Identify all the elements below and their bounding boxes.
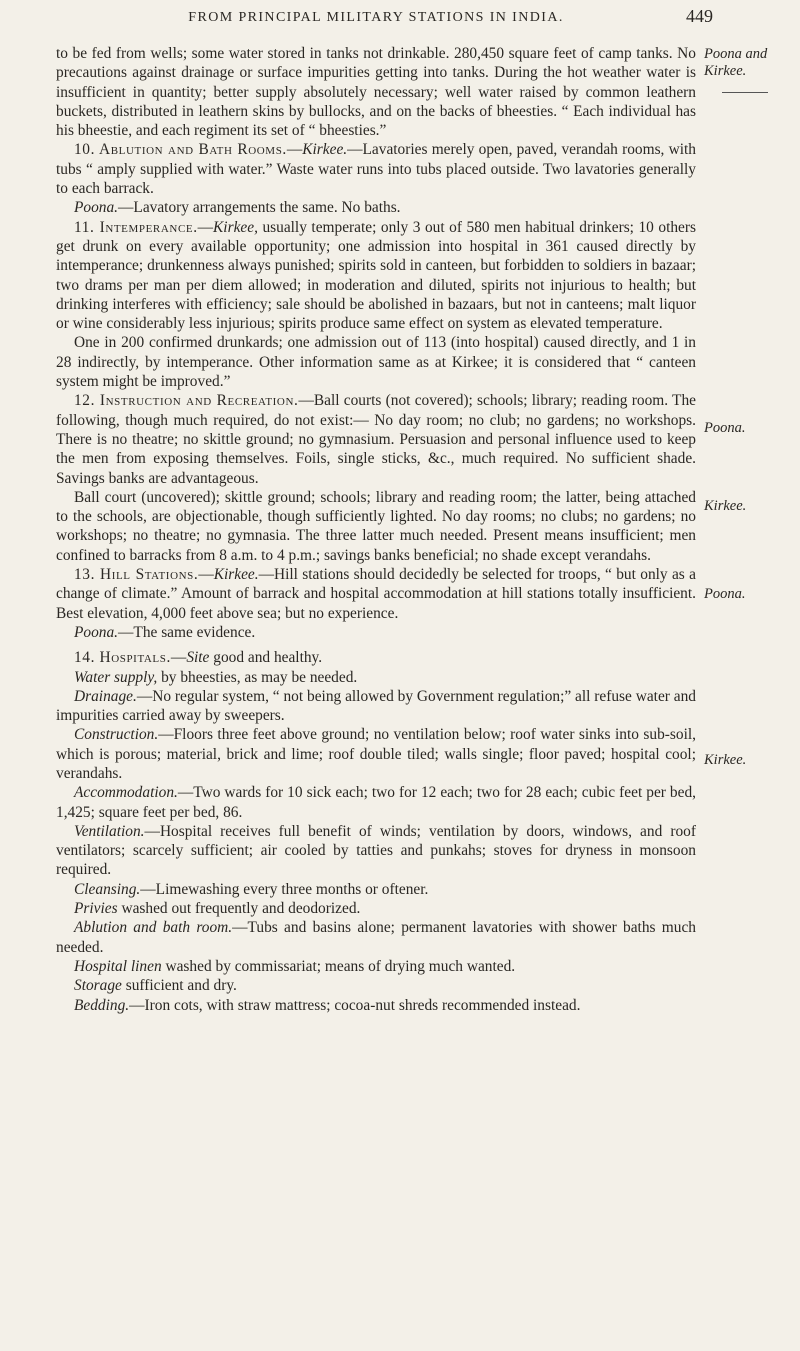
section-heading: 12. Instruction and Recreation. (74, 392, 299, 410)
margin-note-poona: Poona. (704, 420, 746, 436)
item-text: by bheesties, as may be needed. (157, 668, 358, 686)
item-text: sufficient and dry. (121, 977, 237, 995)
body-text (56, 44, 696, 1015)
hospital-ventilation (56, 822, 696, 880)
hospital-construction (56, 725, 696, 783)
item-label: Hospital linen (74, 957, 162, 975)
item-label: Ablution and bath room. (74, 919, 233, 937)
margin-note-kirkee: Kirkee. (704, 752, 747, 768)
hospital-bedding (56, 996, 696, 1015)
section-hospitals: 14. Hospitals.—Site good and healthy. (74, 649, 323, 667)
item-text: —Limewashing every three months or oftener. (140, 880, 429, 898)
section-heading: 13. Hill Stations. (74, 566, 199, 584)
hospital-ablution (56, 918, 696, 957)
hospital-cleansing (56, 880, 696, 899)
hospital-drainage (56, 687, 696, 726)
item-label: Bedding. (74, 996, 130, 1014)
margin-note-kirkee: Kirkee. (704, 498, 747, 514)
item-label: Site (186, 649, 210, 667)
item-label: Ventilation. (74, 822, 145, 840)
item-text: —Floors three feet above ground; no ventilation below; roof water sinks into sub-soil, which is porous; material, brick and lime; roof double tiled; walls single; floor paved; hospital cool; verandahs. (56, 726, 696, 782)
section-heading: 10. Ablution and Bath Rooms. (74, 141, 287, 159)
section-ablution-poona (56, 198, 696, 217)
margin-note-poona-and-kirkee: Poona and Kirkee. (704, 46, 768, 79)
section-ablution-kirkee: 10. Ablution and Bath Rooms.—Kirkee.—Lavatories merely open, paved, verandah rooms, with tubs “ amply supplied with water.” Waste water runs into tubs placed outside. Two lavatories generally to each barrack. (56, 141, 696, 198)
item-label: Storage (74, 977, 122, 995)
section-text: —Ball courts (not covered); schools; library; reading room. The following, though much required, do not exist:— No day room; no club; no gardens; no workshops. There is no theatre; no skittle ground; no gymnasium. Persuasion and personal influence used to keep the men from exposing themselves. Foils, single sticks, &c., much required. No sufficient shade. Savings banks are advantageous. (56, 392, 696, 487)
item-text: —Tubs and basins alone; permanent lavatories with shower baths much needed. (56, 919, 696, 956)
section-intemperance-kirkee: 11. Intemperance.—Kirkee, usually temperate; only 3 out of 580 men habitual drinkers; 10 others get drunk on every available opportunity; one admission into hospital in 361 caused directly by intemperance; drunkenness always punished; spirits sold in canteen, but forbidden to soldiers in bazaar; two drams per man per diem allowed; in moderation and diluted, spirits not injurious to health; but drinking interferes with efficiency; sale should be abolished in bazaars, but not in canteens; malt liquor or wine considerably less injurious; spirits produce same effect on system as elevated temperature. (56, 218, 697, 333)
item-label: Accommodation. (74, 784, 178, 802)
section-text: usually temperate; only 3 out of 580 men habitual drinkers; 10 others get drunk on every available opportunity; one admission into hospital in 361 caused directly by intemperance; drunkenness always punished; spirits sold in canteen, but forbidden to soldiers in bazaar; two drams per man per diem allowed; in moderation and diluted, spirits not injurious to health; but drinking interferes with efficiency; sale should be abolished in bazaars, but not in canteens; malt liquor or wine considerably less injurious; spirits produce same effect on system as elevated temperature. (56, 218, 697, 333)
item-text: —Two wards for 10 sick each; two for 12 each; two for 28 each; cubic feet per bed, 1,425; square feet per bed, 86. (56, 784, 696, 821)
item-label: Privies (74, 900, 118, 918)
item-label: Drainage. (74, 687, 137, 705)
page-number: 449 (686, 6, 713, 26)
margin-note-poona: Poona. (704, 586, 746, 602)
section-instruction-poona: Ball court (uncovered); skittle ground; schools; library and reading room; the latter, being attached to the schools, are objectionable, though sufficiently lighted. No day rooms; no clubs; no gardens; no workshops; no theatre; no gymnasia. The three latter much needed. Present means insufficient; men confined to barracks from 8 a.m. to 4 p.m.; savings banks beneficial; no shade except verandahs. (56, 488, 696, 564)
item-label: Water supply, (74, 668, 158, 686)
running-head: FROM PRINCIPAL MILITARY STATIONS IN INDIA. (188, 10, 564, 25)
item-text: washed by commissariat; means of drying much wanted. (161, 957, 516, 975)
station-name: Poona. (74, 623, 119, 641)
station-name: Kirkee. (213, 566, 259, 584)
section-text: —Lavatory arrangements the same. No baths. (118, 199, 401, 217)
hospital-water-supply (56, 668, 696, 687)
item-text: —Iron cots, with straw mattress; cocoa-nut shreds recommended instead. (129, 996, 581, 1014)
section-text: —Lavatories merely open, paved, verandah rooms, with tubs “ amply supplied with water.” Waste water runs into tubs placed outside. Two lavatories generally to each barrack. (56, 141, 696, 198)
station-name: Poona. (74, 199, 119, 217)
section-intemperance-poona: One in 200 confirmed drunkards; one admission out of 113 (into hospital) caused directly, and 1 in 28 indirectly, by intemperance. Other information same as at Kirkee; it is considered that “ canteen system might be improved.” (56, 334, 696, 391)
section-hill-stations-poona (56, 623, 696, 642)
paragraph-water-supply: to be fed from wells; some water stored in tanks not drinkable. 280,450 square feet of camp tanks. No precautions against drainage or surface impurities getting into tanks. During the hot weather water is insufficient in quantity; better supply absolutely necessary; well water raised by common leathern buckets, distributed in leathern skins by bullocks, and on the backs of bheesties. “ Each individual has his bheestie, and each regiment its set of “ bheesties.” (56, 45, 696, 140)
hospital-accommodation (56, 783, 696, 822)
item-label: Construction. (74, 726, 159, 744)
item-text: —Hospital receives full benefit of winds; ventilation by doors, windows, and roof ventilators; scarcely sufficient; air cooled by tatties and punkahs; stoves for dryness in monsoon required. (56, 822, 696, 879)
section-heading: 14. Hospitals. (74, 649, 171, 667)
section-text: —The same evidence. (118, 623, 256, 641)
hospital-linen (56, 957, 696, 976)
station-name: Kirkee, (213, 218, 258, 236)
item-text: washed out frequently and deodorized. (117, 900, 361, 918)
margin-rule (722, 92, 768, 93)
section-heading: 11. Intemperance. (74, 218, 198, 236)
item-text: good and healthy. (209, 649, 323, 667)
section-instruction-kirkee (56, 391, 696, 487)
section-text: —Hill stations should decidedly be selected for troops, “ but only as a change of climate.” Amount of barrack and hospital accommodation at hill stations totally insufficient. Best elevation, 4,000 feet above sea; but no experience. (56, 566, 696, 622)
item-label: Cleansing. (74, 880, 141, 898)
hospital-privies (56, 899, 696, 918)
hospital-storage (56, 976, 696, 995)
station-name: Kirkee. (302, 141, 348, 159)
item-text: —No regular system, “ not being allowed by Government regulation;” all refuse water and impurities carried away by sweepers. (56, 687, 696, 725)
section-hill-stations-kirkee: 13. Hill Stations.—Kirkee.—Hill stations should decidedly be selected for troops, “ but only as a change of climate.” Amount of barrack and hospital accommodation at hill stations totally insufficient. Best elevation, 4,000 feet above sea; but no experience. (56, 566, 696, 622)
